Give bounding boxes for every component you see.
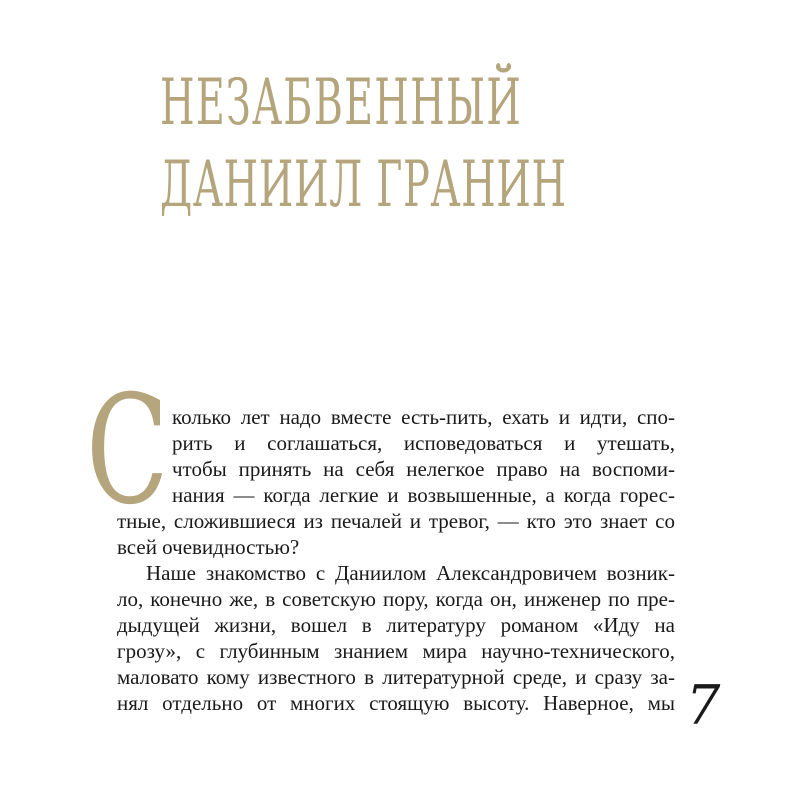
body-line: дыдущей жизни, вошел в литературу романом «Иду на [117,613,675,637]
page-number: 7 [686,674,721,737]
body-line: Наше знакомство с Даниилом Александровичем возник- [146,561,675,585]
body-line: нания — когда легкие и возвышенные, а когда горес- [172,483,675,507]
body-line: тные, сложившиеся из печалей и тревог, — кто это знает со [117,509,675,533]
body-line: ло, конечно же, в советскую пору, когда он, инженер по пре- [117,587,675,611]
body-line: рить и соглашаться, исповедоваться и утешать, [172,431,675,455]
body-line: колько лет надо вместе есть-пить, ехать и идти, спо- [172,405,675,429]
body-line: грозу», с глубинным знанием мира научно-технического, [117,639,675,663]
body-line: чтобы принять на себя нелегкое право на воспоми- [172,457,675,481]
body-line: маловато кому известного в литературной среде, и сразу за- [117,665,675,689]
chapter-title-line-2: ДАНИИЛ ГРАНИН [160,148,567,222]
body-line: нял отдельно от многих стоящую высоту. Наверное, мы [117,691,675,715]
chapter-title-line-1: НЕЗАБВЕННЫЙ [160,66,523,140]
body-line: всей очевидностью? [117,535,300,559]
chapter-title [160,62,567,226]
drop-cap: С [86,364,169,538]
